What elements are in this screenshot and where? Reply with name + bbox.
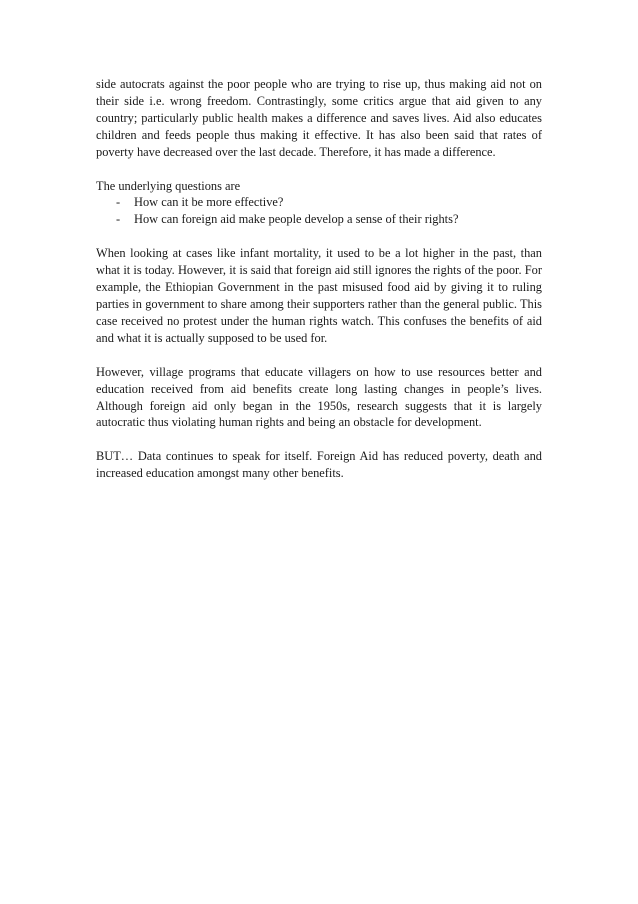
paragraph-infant-mortality: When looking at cases like infant mortality, it used to be a lot higher in the past, than what it is today. However, it is said that foreign aid still ignores the rights of the poor. For example, the Ethiopian Government in the past misused food aid by giving it to ruling parties in government to share among their supporters rather than the general public. This case received no protest under the human rights watch. This confuses the benefits of aid and what it is actually supposed to be used for.: [96, 246, 542, 345]
list-item: [96, 211, 542, 228]
list-marker: -: [116, 195, 121, 210]
questions-intro: The underlying questions are: [96, 178, 241, 193]
document-body: [96, 76, 542, 499]
question-text: How can foreign aid make people develop a sense of their rights?: [134, 212, 459, 227]
question-list: [96, 194, 542, 228]
paragraph-village-programs: However, village programs that educate villagers on how to use resources better and education received from aid benefits create long lasting changes in people’s lives. Although foreign aid only began in the 1950s, research suggests that it is largely autocratic thus violating human rights and being an obstacle for development.: [96, 364, 542, 430]
question-text: How can it be more effective?: [134, 195, 284, 210]
list-marker: -: [116, 212, 121, 227]
list-item: [96, 194, 542, 211]
paragraph-conclusion: BUT… Data continues to speak for itself. Foreign Aid has reduced poverty, death and increased education amongst many other benefits.: [96, 449, 542, 481]
paragraph-aid-effectiveness: side autocrats against the poor people who are trying to rise up, thus making aid not on their side i.e. wrong freedom. Contrastingly, some critics argue that aid given to any country; particularly public health makes a difference and saves lives. Aid also educates children and feeds people thus making it effective. It has also been said that rates of poverty have decreased over the last decade. Therefore, it has made a difference.: [96, 77, 542, 159]
